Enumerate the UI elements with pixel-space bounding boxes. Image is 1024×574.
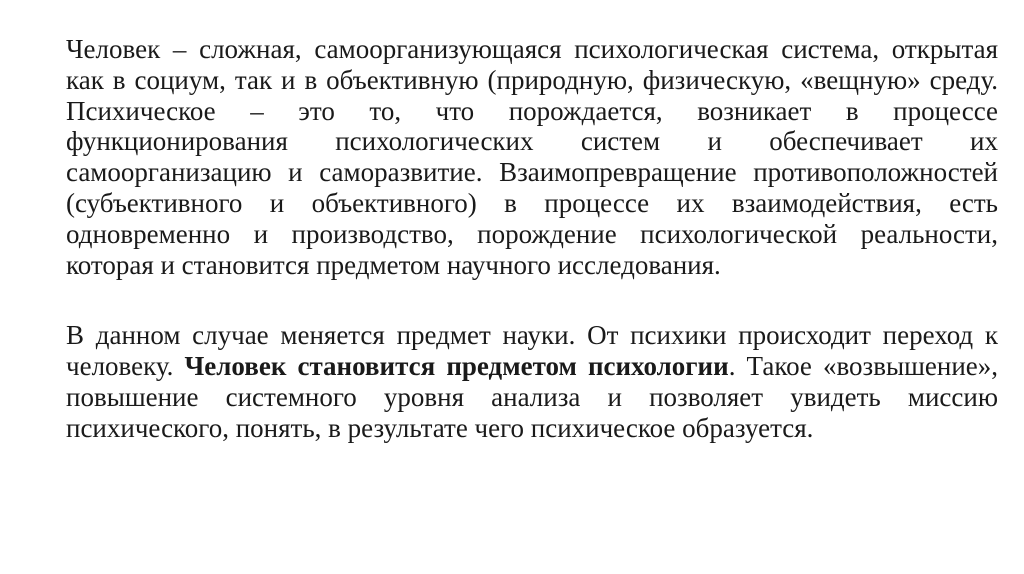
paragraph-2-tail: . Такое «возвышение», повышение системного уровня анализа и позволяет увидеть миссию психического, понять, в результате чего психическое образуется. (66, 351, 998, 443)
paragraph-2-lead: В данном случае меняется предмет науки. От психики происходит переход к человеку. (66, 320, 998, 382)
paragraph-2-emphasis: Человек становится предметом психологии (184, 351, 729, 382)
paragraph-1: Человек – сложная, самоорганизующаяся психологическая система, открытая как в социум, так и в объективную (природную, физическую, «вещную» среду. Психическое – это то, что порождается, возникает в процессе функционирования психологических систем и обеспечивает их самоорганизацию и саморазвитие. Взаимопревращение противоположностей (субъективного и объективного) в процессе их взаимодействия, есть одновременно и производство, порождение психологической реальности, которая и становится предметом научного исследования. (66, 34, 998, 280)
paragraph-2 (66, 320, 998, 443)
